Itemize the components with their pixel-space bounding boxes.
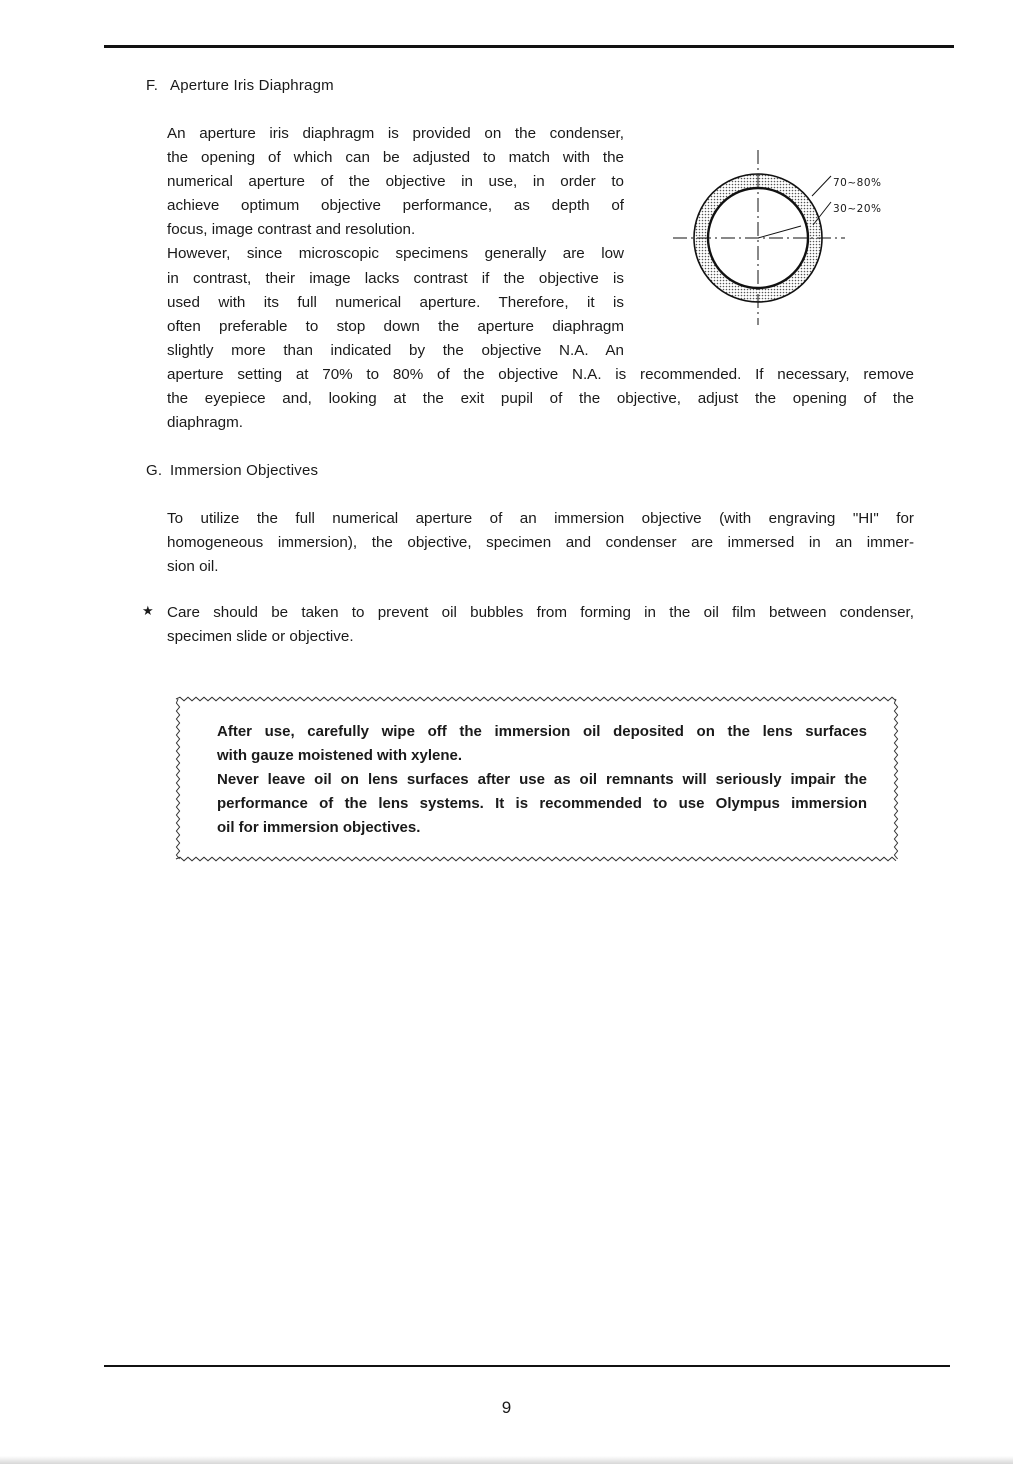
- section-f-letter: F.: [146, 77, 159, 94]
- section-f-body: [167, 122, 624, 363]
- note-line: Never leave oil on lens surfaces after use as oil remnants will seriously impair the: [217, 771, 867, 789]
- label-30-20-percent: 30~20%: [833, 203, 882, 215]
- caution-text: [167, 601, 914, 649]
- text-line: achieve optimum objective performance, as depth of: [167, 197, 624, 215]
- text-line: aperture setting at 70% to 80% of the objective N.A. is recommended. If necessary, remove: [167, 366, 914, 383]
- text-line: An aperture iris diaphragm is provided on the condenser,: [167, 125, 624, 142]
- text-line: the opening of which can be adjusted to match with the: [167, 149, 624, 167]
- immersion-oil-note-box: [172, 693, 902, 865]
- text-line: sion oil.: [167, 558, 219, 576]
- text-line: However, since microscopic specimens generally are low: [167, 245, 624, 263]
- aperture-diagram: [665, 150, 915, 325]
- text-line: often preferable to stop down the aperture diaphragm: [167, 317, 624, 335]
- text-line: focus, image contrast and resolution.: [167, 221, 416, 239]
- note-line: with gauze moistened with xylene.: [217, 747, 463, 765]
- text-line: numerical aperture of the objective in use, in order to: [167, 173, 624, 191]
- text-line: To utilize the full numerical aperture of an immersion objective (with engraving "HI" for: [167, 510, 914, 527]
- note-text: [217, 720, 867, 840]
- section-f-heading: [146, 77, 334, 94]
- scan-edge: [0, 1456, 1013, 1464]
- section-g-letter: G.: [146, 462, 163, 479]
- section-f-body-wide: [167, 363, 914, 435]
- section-g-title: Immersion Objectives: [170, 462, 319, 479]
- caution-star-icon: ★: [142, 603, 154, 618]
- text-line: Care should be taken to prevent oil bubbles from forming in the oil film between condenser,: [167, 604, 914, 621]
- section-g-heading: [146, 462, 318, 479]
- note-line: performance of the lens systems. It is recommended to use Olympus immersion: [217, 795, 867, 813]
- note-line: After use, carefully wipe off the immersion oil deposited on the lens surfaces: [217, 723, 867, 740]
- top-rule: [104, 45, 954, 48]
- text-line: homogeneous immersion), the objective, specimen and condenser are immersed in an immer-: [167, 534, 914, 552]
- text-line: used with its full numerical aperture. Therefore, it is: [167, 293, 624, 311]
- text-line: specimen slide or objective.: [167, 628, 354, 646]
- bottom-rule: [104, 1365, 950, 1367]
- section-f-title: Aperture Iris Diaphragm: [170, 77, 334, 94]
- leader-line-outer: [812, 176, 831, 196]
- text-line: the eyepiece and, looking at the exit pupil of the objective, adjust the opening of the: [167, 390, 914, 408]
- page-number: 9: [501, 1398, 512, 1417]
- text-line: slightly more than indicated by the objective N.A. An: [167, 341, 624, 359]
- text-line: diaphragm.: [167, 414, 243, 432]
- section-g-body: [167, 507, 914, 579]
- text-line: in contrast, their image lacks contrast if the objective is: [167, 269, 624, 287]
- label-70-80-percent: 70~80%: [833, 177, 882, 189]
- note-line: oil for immersion objectives.: [217, 819, 421, 837]
